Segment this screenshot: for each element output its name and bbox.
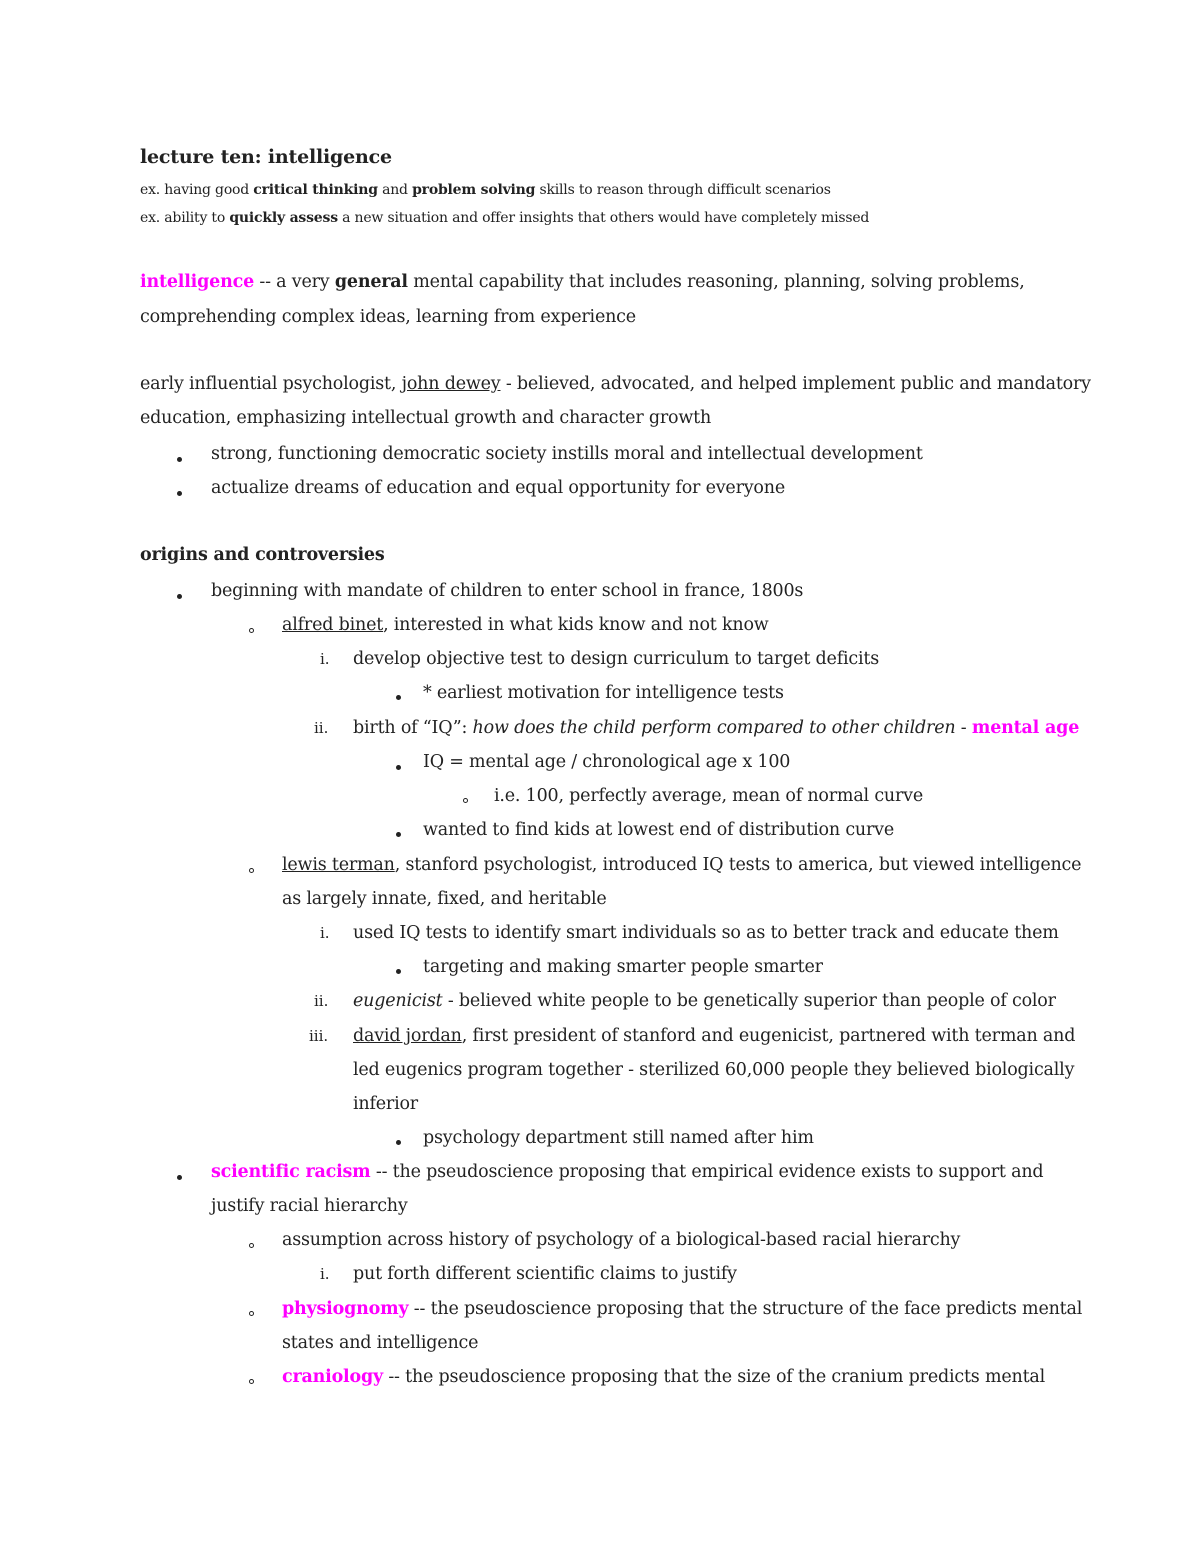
bullet-disc	[177, 594, 182, 599]
craniology-item: craniology -- the pseudoscience proposing that the size of the cranium predicts mental	[282, 1367, 1046, 1387]
roman-numeral: ii.	[314, 719, 329, 737]
section-heading-origins: origins and controversies	[140, 545, 385, 565]
page-title: lecture ten: intelligence	[140, 146, 392, 168]
roman-numeral: ii.	[314, 992, 329, 1010]
dewey-bullet-2: actualize dreams of education and equal opportunity for everyone	[211, 478, 785, 498]
iq-average: i.e. 100, perfectly average, mean of normal curve	[494, 786, 923, 806]
intelligence-definition: intelligence -- a very general mental capability that includes reasoning, planning, solving problems,	[140, 272, 1025, 292]
binet-sub-i: develop objective test to design curriculum to target deficits	[353, 649, 879, 669]
binet-sub-ii-bullet-2: wanted to find kids at lowest end of distribution curve	[423, 820, 894, 840]
name-alfred-binet: alfred binet	[282, 615, 384, 635]
dewey-paragraph: early influential psychologist, john dewey - believed, advocated, and helped implement public and mandatory	[140, 374, 1091, 394]
bullet-disc	[396, 1140, 401, 1145]
bullet-circle	[249, 628, 254, 633]
example-line-2: ex. ability to quickly assess a new situation and offer insights that others would have completely missed	[140, 210, 870, 226]
sr-sub-1-i: put forth different scientific claims to justify	[353, 1264, 737, 1284]
bullet-disc	[396, 969, 401, 974]
terman-sub-iii-bullet: psychology department still named after him	[423, 1128, 814, 1148]
binet-sub-ii: birth of “IQ”: how does the child perform compared to other children - mental age	[353, 718, 1080, 738]
bullet-circle	[249, 1379, 254, 1384]
dewey-bullet-1: strong, functioning democratic society instills moral and intellectual development	[211, 444, 923, 464]
binet-sub-i-bullet: * earliest motivation for intelligence tests	[423, 683, 784, 703]
scientific-racism-cont: justify racial hierarchy	[211, 1196, 408, 1216]
name-david-jordan: david jordan	[353, 1026, 462, 1046]
roman-numeral: i.	[320, 924, 330, 942]
roman-numeral: iii.	[309, 1027, 329, 1045]
bullet-disc	[396, 832, 401, 837]
bullet-circle	[249, 1311, 254, 1316]
name-lewis-terman: lewis terman	[282, 855, 395, 875]
terman-sub-ii: eugenicist - believed white people to be genetically superior than people of color	[353, 991, 1056, 1011]
terman-sub-iii-cont2: inferior	[353, 1094, 418, 1114]
terman-item: lewis terman, stanford psychologist, introduced IQ tests to america, but viewed intelligence	[282, 855, 1082, 875]
physiognomy-cont: states and intelligence	[282, 1333, 479, 1353]
term-physiognomy: physiognomy	[282, 1299, 409, 1319]
intelligence-definition-cont: comprehending complex ideas, learning from experience	[140, 307, 636, 327]
bullet-disc	[177, 1175, 182, 1180]
scientific-racism-item: scientific racism -- the pseudoscience proposing that empirical evidence exists to support and	[211, 1162, 1044, 1182]
iq-formula: IQ = mental age / chronological age x 100	[423, 752, 791, 772]
bullet-circle	[463, 798, 468, 803]
term-intelligence: intelligence	[140, 272, 255, 292]
bullet-disc	[396, 765, 401, 770]
name-john-dewey: john dewey	[401, 374, 501, 394]
terman-sub-iii: david jordan, first president of stanford and eugenicist, partnered with terman and	[353, 1026, 1076, 1046]
dewey-paragraph-cont: education, emphasizing intellectual growth and character growth	[140, 408, 712, 428]
term-mental-age: mental age	[971, 718, 1080, 738]
binet-item: alfred binet, interested in what kids know and not know	[282, 615, 769, 635]
terman-item-cont: as largely innate, fixed, and heritable	[282, 889, 607, 909]
bullet-disc	[177, 491, 182, 496]
terman-sub-i-bullet: targeting and making smarter people smarter	[423, 957, 823, 977]
term-craniology: craniology	[282, 1367, 383, 1387]
sr-sub-1: assumption across history of psychology of a biological-based racial hierarchy	[282, 1230, 961, 1250]
terman-sub-i: used IQ tests to identify smart individuals so as to better track and educate them	[353, 923, 1059, 943]
bullet-disc	[177, 457, 182, 462]
roman-numeral: i.	[320, 1265, 330, 1283]
example-line-1: ex. having good critical thinking and problem solving skills to reason through difficult scenarios	[140, 182, 831, 198]
bullet-circle	[249, 1243, 254, 1248]
term-scientific-racism: scientific racism	[211, 1162, 371, 1182]
terman-sub-iii-cont: led eugenics program together - sterilized 60,000 people they believed biologically	[353, 1060, 1075, 1080]
outline-bullet-1: beginning with mandate of children to enter school in france, 1800s	[211, 581, 804, 601]
bullet-circle	[249, 868, 254, 873]
roman-numeral: i.	[320, 650, 330, 668]
physiognomy-item: physiognomy -- the pseudoscience proposing that the structure of the face predicts mental	[282, 1299, 1083, 1319]
bullet-disc	[396, 695, 401, 700]
